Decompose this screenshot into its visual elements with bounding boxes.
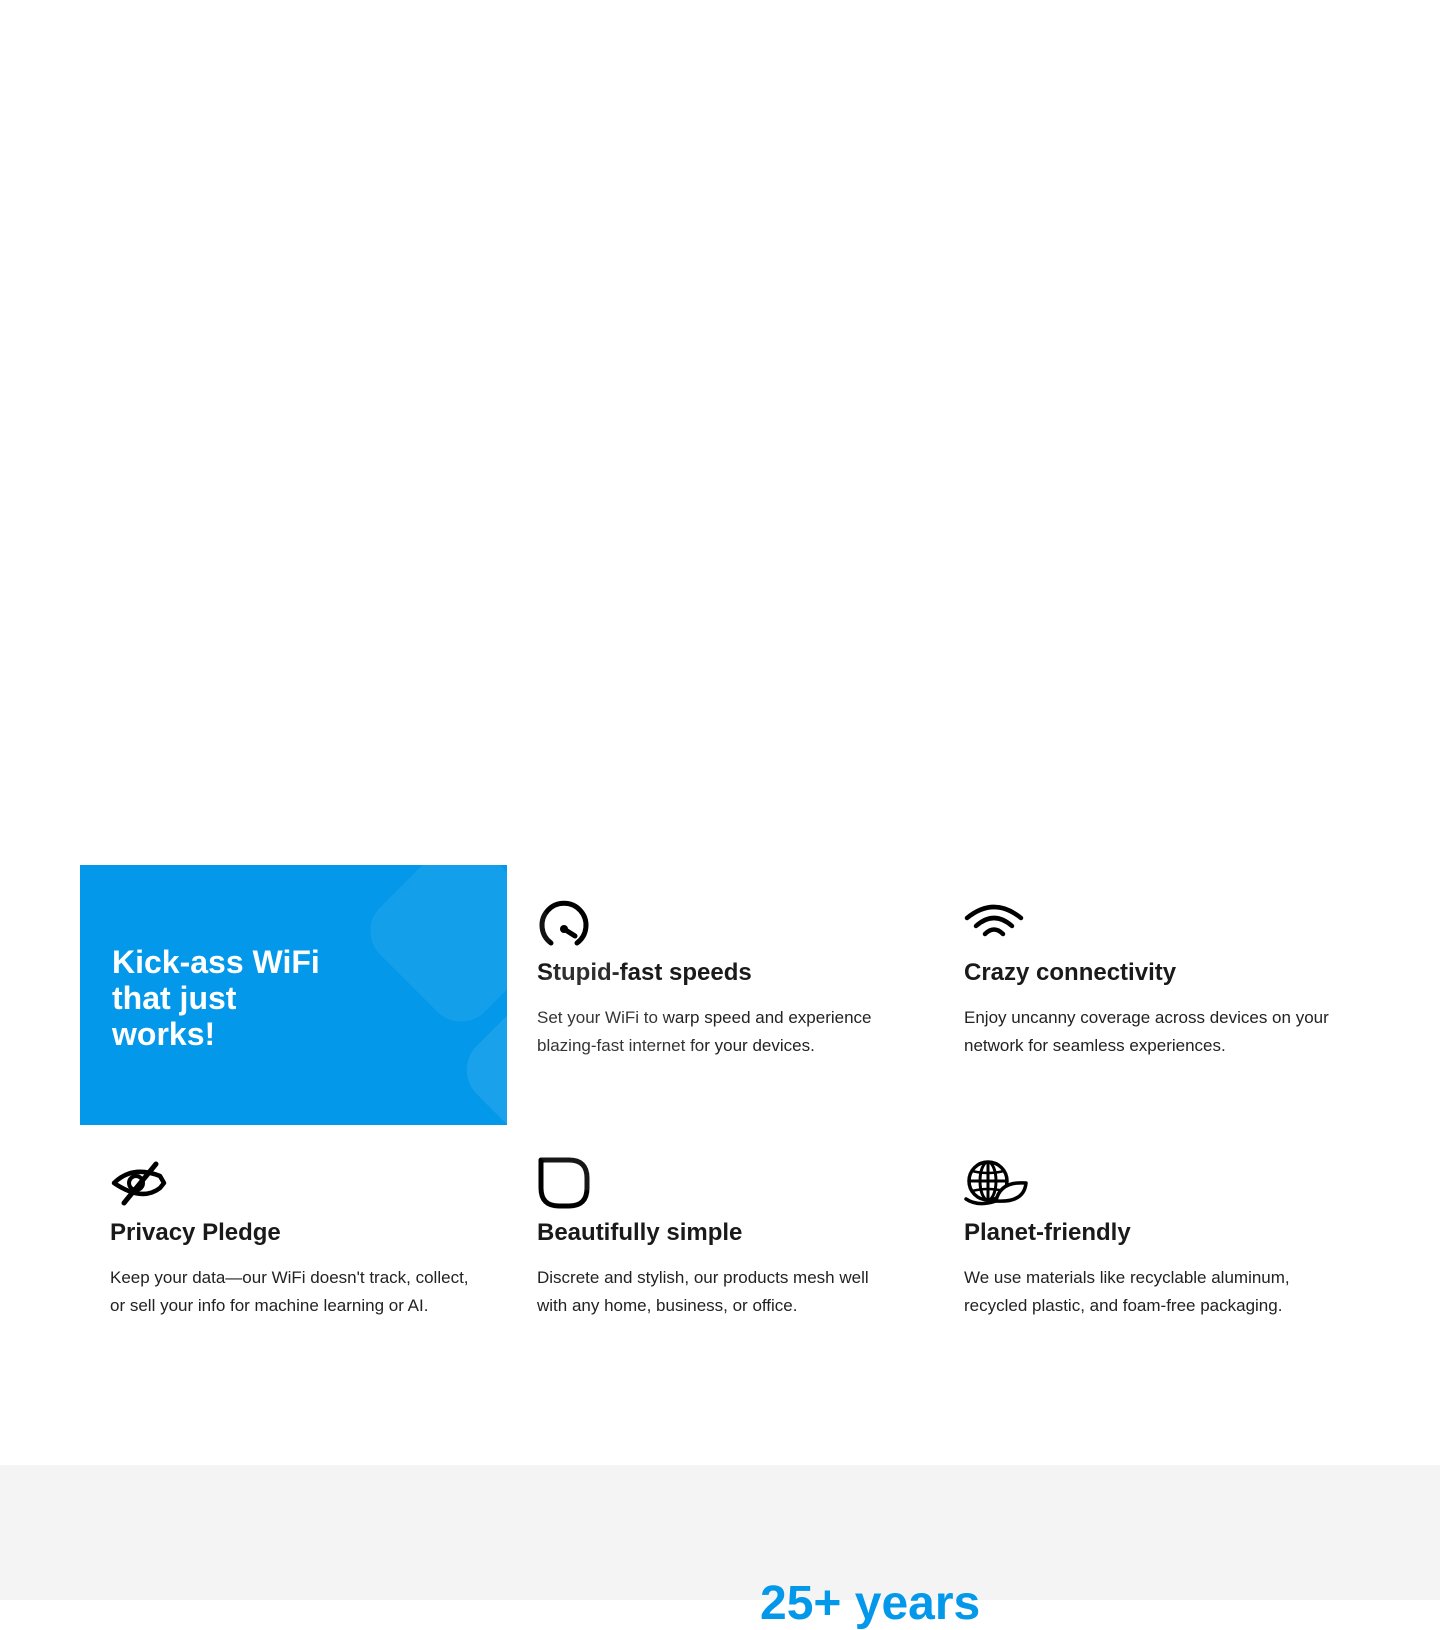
feature-title: Crazy connectivity [964,959,1177,986]
features-section [80,865,1360,1385]
globe-leaf-icon [964,1157,1020,1209]
feature-description: Set your WiFi to warp speed and experience blazing-fast internet for your devices. [537,1008,872,1055]
feature-title: Beautifully simple [537,1219,743,1246]
promo-title: Kick-ass WiFi that just works! [112,944,320,1052]
feature-description: Keep your data—our WiFi doesn't track, collect, or sell your info for machine learning or AI. [110,1268,469,1315]
feature-privacy-pledge [80,1125,507,1385]
feature-description: We use materials like recyclable aluminum, recycled plastic, and foam-free packaging. [964,1268,1290,1315]
eye-off-icon [110,1157,166,1209]
feature-title: Stupid-fast speeds [537,959,752,986]
feature-title: Planet-friendly [964,1219,1131,1246]
stats-band [0,1465,1440,1630]
promo-card [80,865,507,1125]
wifi-icon [964,897,1020,949]
feature-planet-friendly [934,1125,1360,1385]
feature-description: Enjoy uncanny coverage across devices on your network for seamless experiences. [964,1008,1329,1055]
feature-description: Discrete and stylish, our products mesh well with any home, business, or office. [537,1268,869,1315]
feature-crazy-connectivity [934,865,1360,1125]
stats-headline: 25+ years [760,1577,981,1630]
feature-title: Privacy Pledge [110,1219,281,1246]
